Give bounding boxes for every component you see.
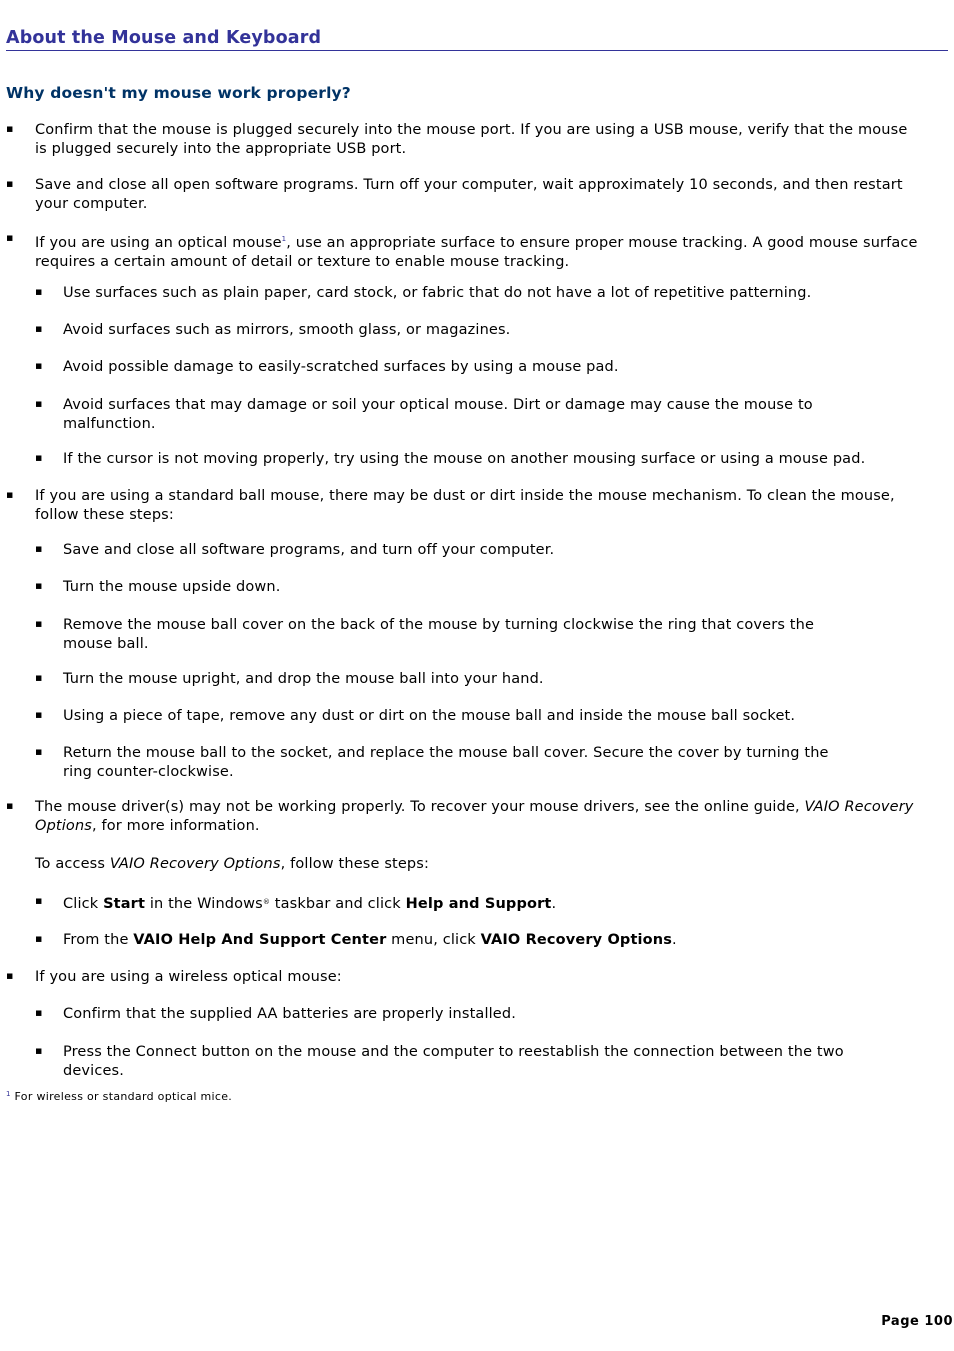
list-item-text: If you are using a wireless optical mouse: — [35, 969, 342, 985]
sub-list-item-text: If the cursor is not moving properly, try using the mouse on another mousing surface or using a mouse pad. — [63, 451, 866, 467]
bullet-icon: ▪ — [35, 359, 43, 372]
section-heading: Why doesn't my mouse work properly? — [6, 84, 351, 102]
paragraph-text: To access VAIO Recovery Options, follow these steps: — [35, 856, 430, 872]
bullet-icon: ▪ — [6, 122, 14, 135]
page-number: Page 100 — [881, 1314, 953, 1329]
footnote-link[interactable]: 1 — [281, 235, 287, 243]
list-item-text: Save and close all open software programs. Turn off your computer, wait approximately 10 seconds, and then restart your computer. — [35, 177, 903, 212]
sub-list-item-text: Press the Connect button on the mouse and the computer to reestablish the connection between the two devices. — [63, 1044, 844, 1079]
bullet-icon: ▪ — [6, 488, 14, 501]
sub-list-item-text: Avoid possible damage to easily-scratched surfaces by using a mouse pad. — [63, 359, 619, 375]
footnote — [6, 1087, 232, 1104]
bullet-icon: ▪ — [35, 894, 43, 907]
sub-list-item-text: From the VAIO Help And Support Center menu, click VAIO Recovery Options. — [63, 932, 677, 948]
list-item-text: The mouse driver(s) may not be working properly. To recover your mouse drivers, see the online guide, VAIO Recovery Options, for more information. — [35, 799, 914, 834]
footnote-marker[interactable]: 1 — [6, 1090, 11, 1098]
bullet-icon: ▪ — [35, 617, 43, 630]
sub-list-item-text: Return the mouse ball to the socket, and replace the mouse ball cover. Secure the cover by turning the ring counter-clockwise. — [63, 745, 829, 780]
list-item-text: If you are using an optical mouse$^1$, use an appropriate surface to ensure proper mouse tracking. A good mouse surface requires a certain amount of detail or texture to enable mouse tracking. — [35, 235, 918, 270]
bullet-icon: ▪ — [35, 451, 43, 464]
bullet-icon: ▪ — [35, 397, 43, 410]
bullet-icon: ▪ — [35, 579, 43, 592]
bullet-icon: ▪ — [6, 799, 14, 812]
footnote-text: For wireless or standard optical mice. — [10, 1090, 233, 1103]
sub-list-item-text: Using a piece of tape, remove any dust or dirt on the mouse ball and inside the mouse ball socket. — [63, 708, 796, 724]
bullet-icon: ▪ — [35, 322, 43, 335]
sub-list-item-text: Save and close all software programs, and turn off your computer. — [63, 542, 555, 558]
page-title: About the Mouse and Keyboard — [6, 28, 948, 51]
bullet-icon: ▪ — [35, 745, 43, 758]
list-item-text: If you are using a standard ball mouse, there may be dust or dirt inside the mouse mechanism. To clean the mouse, follow these steps: — [35, 488, 895, 523]
list-item-text: Confirm that the mouse is plugged securely into the mouse port. If you are using a USB mouse, verify that the mouse is plugged securely into the appropriate USB port. — [35, 122, 908, 157]
bullet-icon: ▪ — [35, 1006, 43, 1019]
bullet-icon: ▪ — [35, 1044, 43, 1057]
sub-list-item-text: Use surfaces such as plain paper, card stock, or fabric that do not have a lot of repetitive patterning. — [63, 285, 812, 301]
sub-list-item-text: Turn the mouse upside down. — [63, 579, 281, 595]
bullet-icon: ▪ — [35, 671, 43, 684]
bullet-icon: ▪ — [6, 177, 14, 190]
bullet-icon: ▪ — [35, 542, 43, 555]
sub-list-item-text: Click Start in the Windows® taskbar and click Help and Support. — [63, 896, 557, 912]
bullet-icon: ▪ — [6, 969, 14, 982]
sub-list-item-text: Turn the mouse upright, and drop the mouse ball into your hand. — [63, 671, 544, 687]
sub-list-item-text: Avoid surfaces that may damage or soil your optical mouse. Dirt or damage may cause the mouse to malfunction. — [63, 397, 813, 432]
bullet-icon: ▪ — [35, 932, 43, 945]
bullet-icon: ▪ — [35, 285, 43, 298]
sub-list-item-text: Remove the mouse ball cover on the back of the mouse by turning clockwise the ring that covers the mouse ball. — [63, 617, 815, 652]
bullet-icon: ▪ — [35, 708, 43, 721]
bullet-icon: ▪ — [6, 231, 14, 244]
sub-list-item-text: Confirm that the supplied AA batteries are properly installed. — [63, 1006, 516, 1022]
sub-list-item-text: Avoid surfaces such as mirrors, smooth glass, or magazines. — [63, 322, 511, 338]
